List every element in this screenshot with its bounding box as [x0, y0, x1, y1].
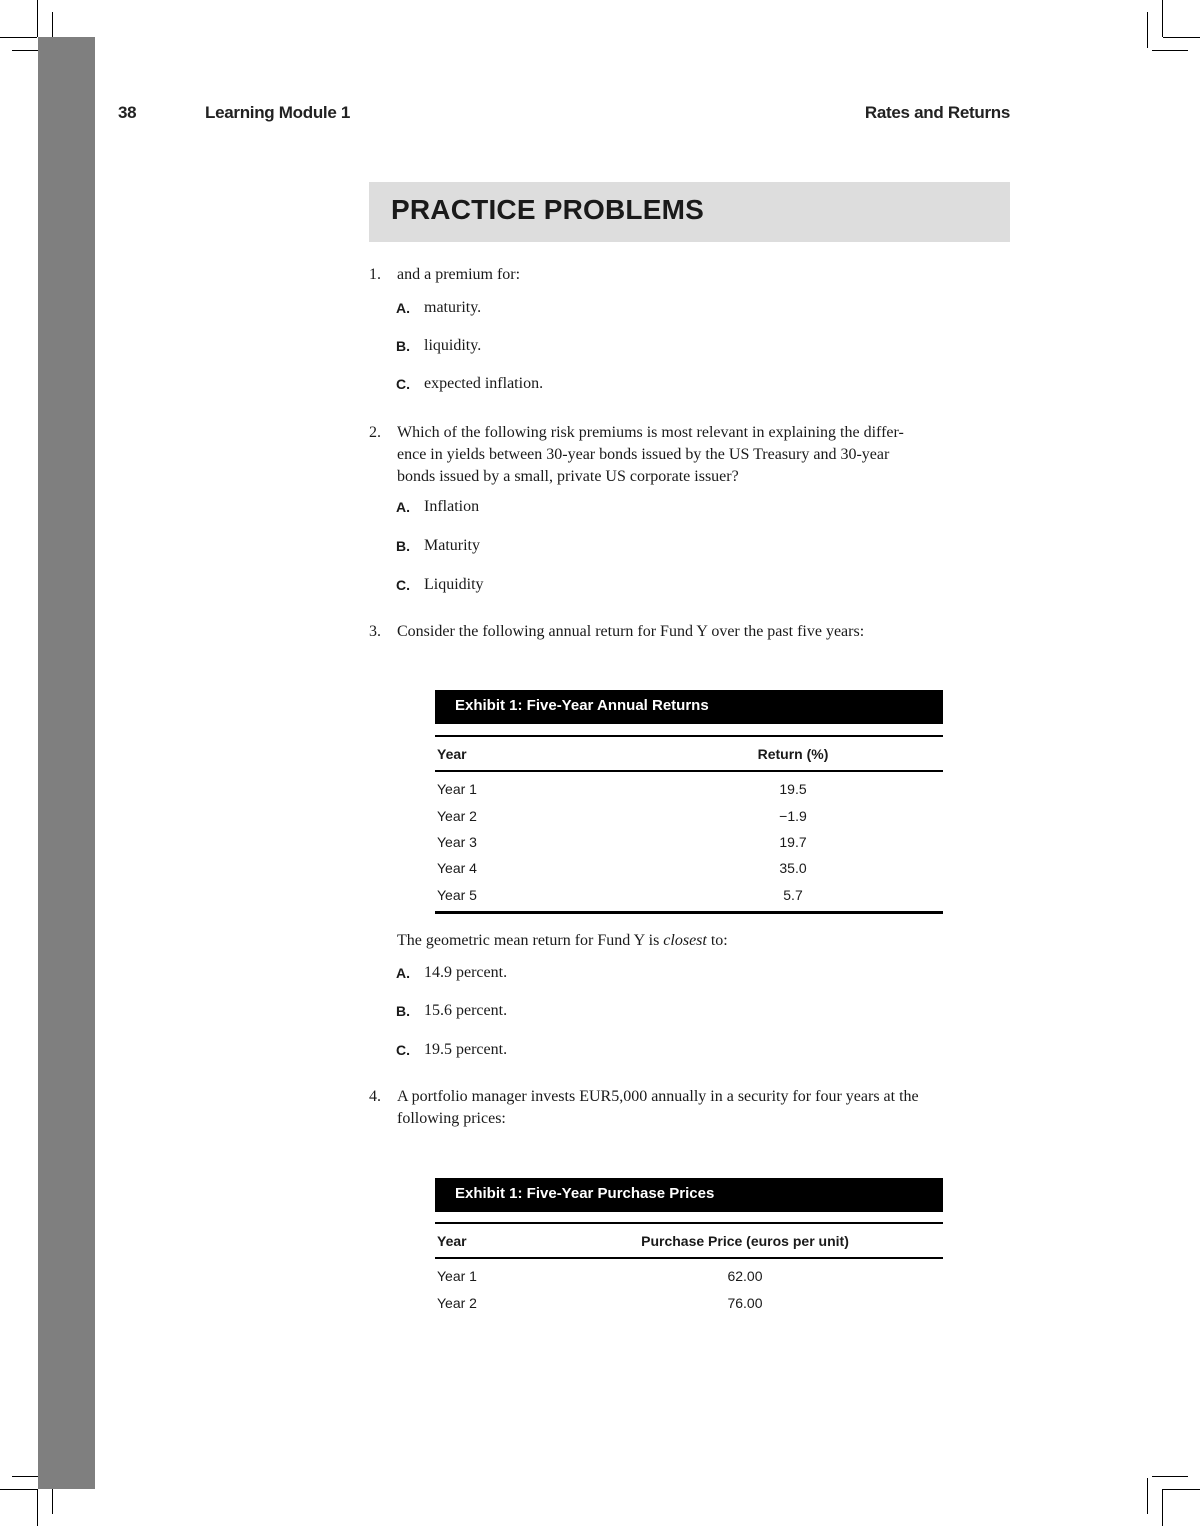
emphasis-text: closest [663, 932, 707, 949]
stem-line: following prices: [397, 1110, 506, 1127]
stem-line: ence in yields between 30-year bonds issued by the US Treasury and 30-year [397, 446, 890, 463]
table-cell: Year 1 [437, 1268, 477, 1284]
column-header: Year [437, 1233, 467, 1249]
chapter-title: Rates and Returns [864, 103, 1010, 122]
question-number: 2. [369, 424, 381, 441]
stem-line: bonds issued by a small, private US corporate issuer? [397, 468, 739, 485]
column-header: Year [437, 746, 467, 762]
option-letter: B. [396, 538, 410, 554]
followup-text: to: [706, 932, 728, 949]
option-text: Maturity [424, 537, 480, 554]
page-edge-bar [38, 37, 95, 1489]
option-text: 15.6 percent. [424, 1002, 508, 1019]
exhibit-title: Exhibit 1: Five-Year Annual Returns [455, 697, 709, 714]
table-cell: Year 5 [437, 887, 477, 903]
column-header: Purchase Price (euros per unit) [641, 1233, 849, 1249]
option-text: Liquidity [424, 576, 484, 593]
table-cell: 19.5 [779, 781, 807, 797]
option-letter: C. [396, 376, 410, 392]
option-letter: C. [396, 1042, 410, 1058]
exhibit-title: Exhibit 1: Five-Year Purchase Prices [455, 1185, 715, 1202]
question-number: 3. [369, 623, 381, 640]
table-cell: 62.00 [727, 1268, 763, 1284]
question-stem [397, 1086, 1007, 1130]
option-text: maturity. [424, 299, 482, 316]
table-rule [435, 770, 943, 772]
option-text: 14.9 percent. [424, 964, 508, 981]
exhibit-title-bar [435, 690, 943, 724]
question-followup [397, 930, 728, 952]
table-cell: Year 3 [437, 834, 477, 850]
section-title: PRACTICE PROBLEMS [391, 194, 704, 225]
question-stem [397, 422, 1007, 488]
option-letter: B. [396, 1003, 410, 1019]
table-cell: 76.00 [727, 1295, 763, 1311]
page-number: 38 [118, 103, 137, 122]
option-letter: A. [396, 499, 410, 515]
stem-line: A portfolio manager invests EUR5,000 annually in a security for four years at the [397, 1088, 919, 1105]
table-rule [435, 1222, 943, 1224]
option-text: liquidity. [424, 337, 482, 354]
followup-text: The geometric mean return for Fund Y is [397, 932, 664, 949]
table-cell: Year 1 [437, 781, 477, 797]
table-cell: Year 2 [437, 808, 477, 824]
table-rule [435, 911, 943, 914]
module-title: Learning Module 1 [205, 103, 351, 122]
question-stem: Consider the following annual return for Fund Y over the past five years: [397, 623, 865, 640]
table-cell: −1.9 [779, 808, 807, 824]
section-banner [369, 182, 1010, 242]
column-header: Return (%) [757, 746, 829, 762]
option-letter: B. [396, 338, 410, 354]
question-stem: and a premium for: [397, 266, 521, 283]
question-number: 4. [369, 1088, 381, 1105]
table-cell: 35.0 [779, 860, 807, 876]
option-letter: A. [396, 965, 410, 981]
table-cell: 19.7 [779, 834, 807, 850]
table-cell: Year 4 [437, 860, 477, 876]
option-letter: A. [396, 300, 410, 316]
table-cell: 5.7 [783, 887, 803, 903]
stem-line: Which of the following risk premiums is most relevant in explaining the differ- [397, 424, 904, 441]
option-text: Inflation [424, 498, 480, 515]
option-letter: C. [396, 577, 410, 593]
table-rule [435, 1257, 943, 1259]
question-number: 1. [369, 266, 381, 283]
table-rule [435, 735, 943, 737]
option-text: 19.5 percent. [424, 1041, 508, 1058]
exhibit-title-bar [435, 1178, 943, 1212]
table-cell: Year 2 [437, 1295, 477, 1311]
option-text: expected inflation. [424, 375, 544, 392]
